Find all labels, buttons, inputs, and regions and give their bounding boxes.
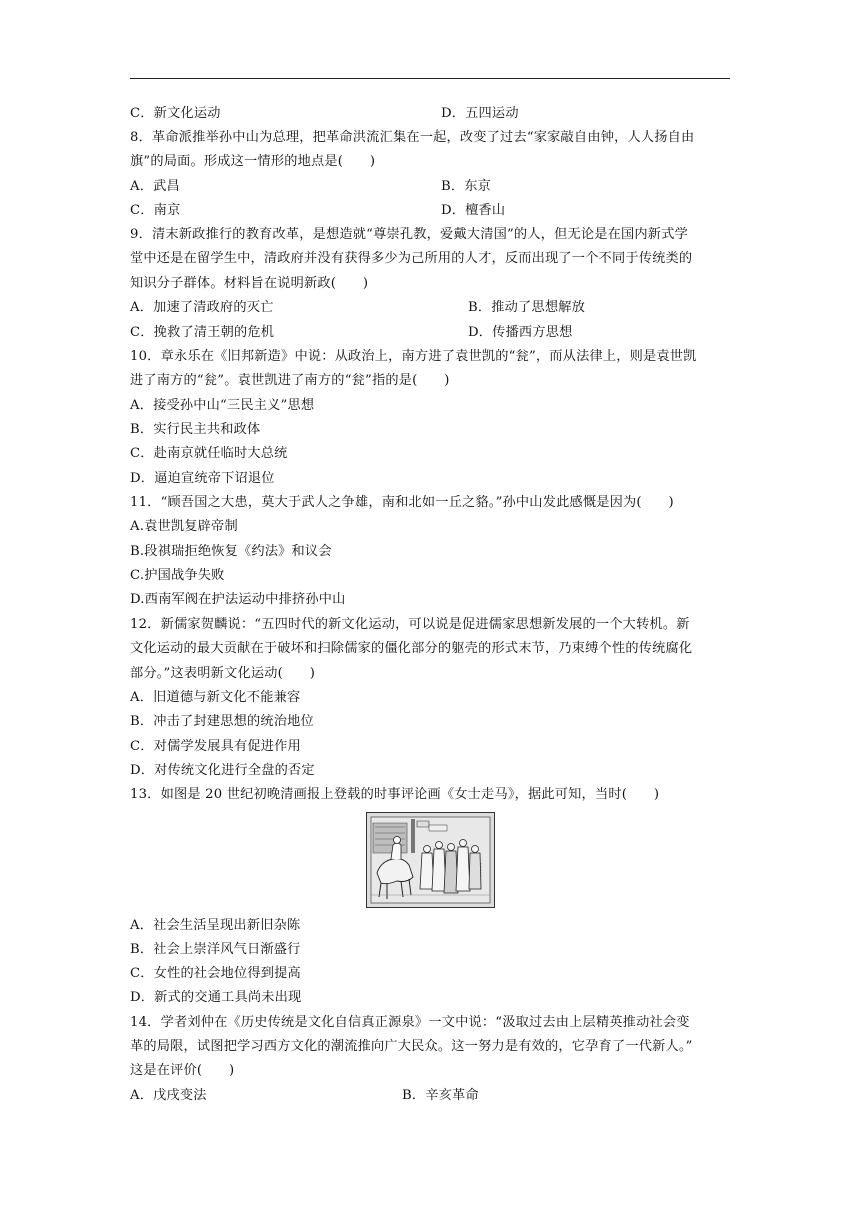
q9-option-c: C．挽救了清王朝的危机 (130, 325, 275, 340)
q12-stem-line1: 12．新儒家贺麟说：“五四时代的新文化运动，可以说是促进儒家思想新发展的一个大转机。新 (130, 617, 690, 632)
q9-option-d: D．传播西方思想 (468, 325, 573, 340)
q9-option-a: A．加速了清政府的灭亡 (130, 300, 274, 315)
q8-option-a: A．武昌 (130, 179, 180, 194)
header-rule (130, 78, 730, 79)
q8-option-c: C．南京 (130, 203, 181, 218)
q7-option-c: C．新文化运动 (130, 106, 221, 121)
q13-option-c: C．女性的社会地位得到提高 (130, 966, 301, 981)
q8-stem-line2: 旗”的局面。形成这一情形的地点是( ) (130, 154, 376, 169)
q14-stem-line2: 革的局限，试图把学习西方文化的潮流推向广大民众。这一努力是有效的，它孕育了一代新人。” (130, 1039, 693, 1054)
q10-option-d: D．逼迫宣统帝下诏退位 (130, 471, 275, 486)
q12-stem-line3: 部分。”这表明新文化运动( ) (130, 666, 316, 681)
q8-option-b: B．东京 (441, 179, 492, 194)
q8-stem-line1: 8．革命派推举孙中山为总理，把革命洪流汇集在一起，改变了过去“家家敲自由钟，人人扬自由 (130, 130, 695, 145)
q11-stem: 11．“顾吾国之大患，莫大于武人之争雄，南和北如一丘之貉。”孙中山发此感慨是因为( ) (130, 495, 674, 510)
q11-option-d: D.西南军阀在护法运动中排挤孙中山 (130, 592, 346, 607)
q9-stem-line2: 堂中还是在留学生中，清政府并没有获得多少为己所用的人才，反而出现了一个不同于传统类的 (130, 251, 693, 266)
q8-option-d: D．檀香山 (441, 203, 506, 218)
q12-option-d: D．对传统文化进行全盘的否定 (130, 763, 315, 778)
q14-option-a: A．戊戌变法 (130, 1088, 207, 1103)
q11-option-c: C.护国战争失败 (130, 568, 225, 583)
q14-stem-line3: 这是在评价( ) (130, 1063, 235, 1078)
q9-stem-line3: 知识分子群体。材料旨在说明新政( ) (130, 276, 369, 291)
q10-option-b: B．实行民主共和政体 (130, 422, 261, 437)
q10-option-c: C．赴南京就任临时大总统 (130, 446, 288, 461)
q13-option-a: A．社会生活呈现出新旧杂陈 (130, 918, 301, 933)
q10-option-a: A．接受孙中山“三民主义”思想 (130, 398, 315, 413)
q10-stem-line2: 进了南方的“瓮”。袁世凯进了南方的“瓮”指的是( ) (130, 373, 450, 388)
q13-stem: 13．如图是 20 世纪初晚清画报上登载的时事评论画《女士走马》，据此可知，当时( ) (130, 787, 660, 802)
q14-option-b: B．辛亥革命 (402, 1088, 479, 1103)
illustration-drawing (367, 813, 494, 907)
q14-stem-line1: 14．学者刘仲在《历史传统是文化自信真正源泉》一文中说：“汲取过去由上层精英推动社会变 (130, 1015, 690, 1030)
q9-option-b: B．推动了思想解放 (468, 300, 585, 315)
q12-option-a: A．旧道德与新文化不能兼容 (130, 690, 301, 705)
q12-stem-line2: 文化运动的最大贡献在于破坏和扫除儒家的僵化部分的躯壳的形式末节，乃束缚个性的传统腐化 (130, 641, 693, 656)
q12-option-b: B．冲击了封建思想的统治地位 (130, 714, 314, 729)
woodblock-illustration-image (366, 812, 495, 908)
q12-option-c: C．对儒学发展具有促进作用 (130, 739, 301, 754)
q9-stem-line1: 9．清末新政推行的教育改革，是想造就“尊崇孔教，爱戴大清国”的人，但无论是在国内新式学 (130, 227, 688, 242)
q13-option-d: D．新式的交通工具尚未出现 (130, 990, 302, 1005)
q11-option-b: B.段祺瑞拒绝恢复《约法》和议会 (130, 544, 332, 559)
q10-stem-line1: 10．章永乐在《旧邦新造》中说：从政治上，南方进了袁世凯的“瓮”，而从法律上，则是袁世凯 (130, 349, 697, 364)
q7-option-d: D．五四运动 (441, 106, 519, 121)
q13-option-b: B．社会上崇洋风气日渐盛行 (130, 942, 301, 957)
q11-option-a: A.袁世凯复辟帝制 (130, 519, 238, 534)
